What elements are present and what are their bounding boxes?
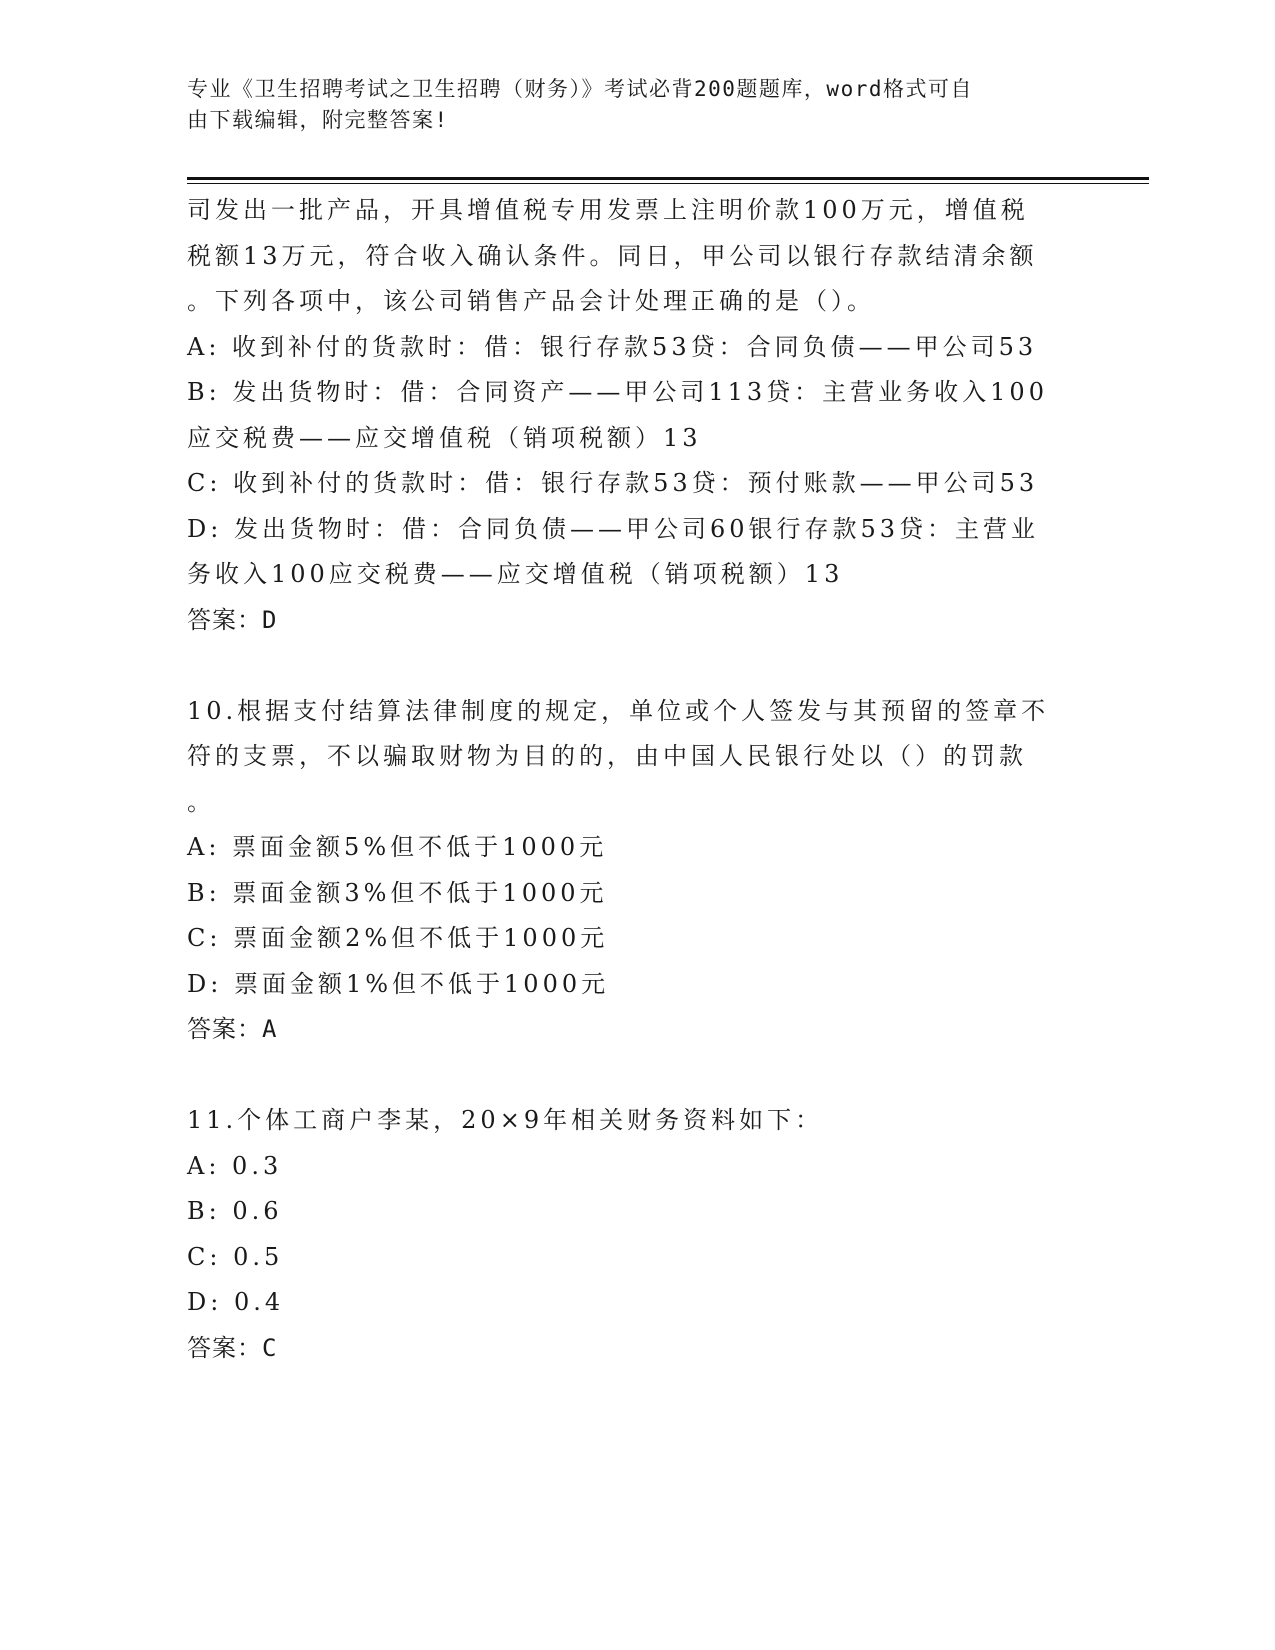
answer-line: 答案：A [187,1015,278,1043]
document-header [187,74,1067,136]
question-9 [187,188,1087,643]
question-10 [187,689,1087,1053]
option-c: C: 0.5 [187,1242,284,1271]
option-d: D: 0.4 [187,1288,285,1316]
answer-line: 答案：D [187,605,278,634]
option-b-continued: 应交税费——应交增值税（销项税额）13 [187,423,702,452]
question-stem-line: 10.根据支付结算法律制度的规定，单位或个人签发与其预留的签章不 [187,696,1050,725]
question-stem-line: 符的支票，不以骗取财物为目的的，由中国人民银行处以（）的罚款 [187,742,1027,770]
option-c: C: 票面金额2%但不低于1000元 [187,924,609,952]
option-a: A: 收到补付的货款时：借：银行存款53贷：合同负债——甲公司53 [187,332,1038,361]
option-d: D: 发出货物时：借：合同负债——甲公司60银行存款53贷：主营业 [187,514,1040,543]
option-d: D: 票面金额1%但不低于1000元 [187,969,610,998]
option-b: B: 发出货物时：借：合同资产——甲公司113贷：主营业务收入100 [187,378,1048,406]
option-c: C: 收到补付的货款时：借：银行存款53贷：预付账款——甲公司53 [187,469,1039,497]
question-11 [187,1098,1087,1371]
header-rule-thin [187,183,1149,184]
header-line-1: 专业《卫生招聘考试之卫生招聘（财务）》考试必背200题题库，word格式可自 [187,77,973,101]
option-b: B: 0.6 [187,1197,283,1225]
option-b: B: 票面金额3%但不低于1000元 [187,878,608,907]
question-stem-line: 。下列各项中，该公司销售产品会计处理正确的是（）。 [187,287,875,315]
question-stem-line: 司发出一批产品，开具增值税专用发票上注明价款100万元，增值税 [187,196,1029,224]
header-rule-thick [187,177,1149,180]
question-spacer [187,643,1087,689]
question-stem-line: 。 [187,787,215,816]
question-stem-line: 11.个体工商户李某，20×9年相关财务资料如下： [187,1106,824,1134]
option-a: A: 0.3 [187,1151,283,1180]
question-body [187,188,1087,1371]
header-line-2: 由下载编辑，附完整答案! [187,108,449,132]
answer-line: 答案：C [187,1333,278,1362]
option-d-continued: 务收入100应交税费——应交增值税（销项税额）13 [187,560,844,588]
question-spacer [187,1053,1087,1099]
question-stem-line: 税额13万元，符合收入确认条件。同日，甲公司以银行存款结清余额 [187,241,1038,270]
option-a: A: 票面金额5%但不低于1000元 [187,833,608,861]
